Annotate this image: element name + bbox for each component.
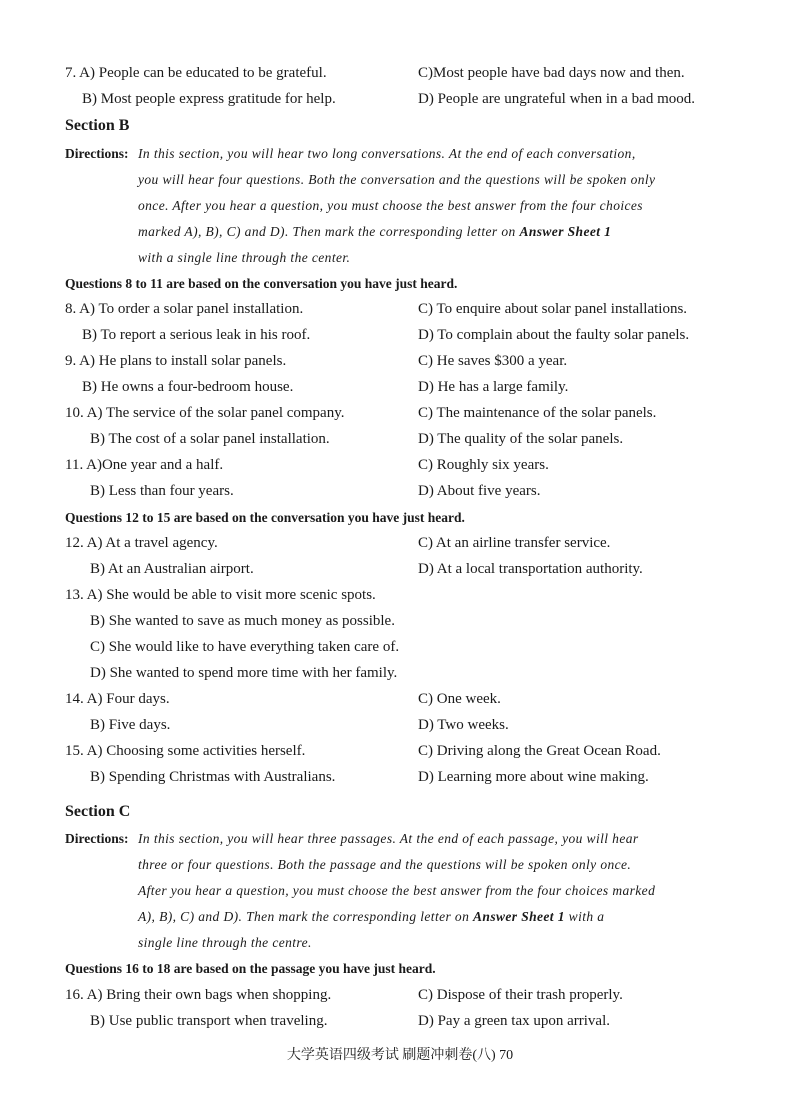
directions-text: marked A), B), C) and D). Then mark the corresponding letter on bbox=[138, 224, 516, 239]
q9-option-d: D) He has a large family. bbox=[418, 379, 569, 395]
q7-option-c: C)Most people have bad days now and then. bbox=[418, 65, 685, 81]
q16-option-c: C) Dispose of their trash properly. bbox=[418, 987, 623, 1003]
directions-text: with a bbox=[568, 909, 605, 924]
answer-sheet-ref: Answer Sheet 1 bbox=[473, 909, 565, 924]
section-b-title: Section B bbox=[65, 117, 130, 134]
section-b-directions-line bbox=[138, 222, 611, 242]
q7-option-a: 7. A) People can be educated to be grateful. bbox=[65, 65, 327, 81]
group-heading-12-15: Questions 12 to 15 are based on the conversation you have just heard. bbox=[65, 510, 465, 525]
section-c-directions-label: Directions: bbox=[65, 831, 129, 846]
q13-option-d: D) She wanted to spend more time with her family. bbox=[90, 665, 398, 681]
q8-option-b: B) To report a serious leak in his roof. bbox=[82, 327, 311, 343]
q12-option-b: B) At an Australian airport. bbox=[90, 561, 254, 577]
q15-option-b: B) Spending Christmas with Australians. bbox=[90, 769, 336, 785]
section-c-directions-line: three or four questions. Both the passage and the questions will be spoken only once. bbox=[138, 857, 632, 872]
q7-option-b: B) Most people express gratitude for help. bbox=[82, 91, 336, 107]
q14-option-d: D) Two weeks. bbox=[418, 717, 509, 733]
section-c-directions-line bbox=[138, 907, 604, 927]
section-c-directions-line: After you hear a question, you must choose the best answer from the four choices marked bbox=[138, 883, 656, 898]
section-b-directions-line: once. After you hear a question, you must choose the best answer from the four choices bbox=[138, 198, 643, 213]
page-footer: 大学英语四级考试 刷题冲刺卷(八) 70 bbox=[286, 1048, 514, 1063]
q8-option-a: 8. A) To order a solar panel installation. bbox=[65, 301, 304, 317]
q14-option-b: B) Five days. bbox=[90, 717, 171, 733]
q8-option-d: D) To complain about the faulty solar panels. bbox=[418, 327, 690, 343]
q16-option-d: D) Pay a green tax upon arrival. bbox=[418, 1013, 611, 1029]
q15-option-d: D) Learning more about wine making. bbox=[418, 769, 649, 785]
q16-option-a: 16. A) Bring their own bags when shopping. bbox=[65, 987, 332, 1003]
q11-option-c: C) Roughly six years. bbox=[418, 457, 549, 473]
q9-option-c: C) He saves $300 a year. bbox=[418, 353, 568, 369]
directions-text: A), B), C) and D). Then mark the corresponding letter on bbox=[138, 909, 470, 924]
q14-option-a: 14. A) Four days. bbox=[65, 691, 170, 707]
section-c-directions-line: In this section, you will hear three passages. At the end of each passage, you will hear bbox=[138, 831, 639, 846]
q9-option-b: B) He owns a four-bedroom house. bbox=[82, 379, 294, 395]
q14-option-c: C) One week. bbox=[418, 691, 501, 707]
group-heading-8-11: Questions 8 to 11 are based on the conversation you have just heard. bbox=[65, 276, 458, 291]
q7-option-d: D) People are ungrateful when in a bad mood. bbox=[418, 91, 695, 107]
q11-option-b: B) Less than four years. bbox=[90, 483, 234, 499]
q10-option-d: D) The quality of the solar panels. bbox=[418, 431, 624, 447]
q12-option-a: 12. A) At a travel agency. bbox=[65, 535, 218, 551]
q10-option-b: B) The cost of a solar panel installation. bbox=[90, 431, 330, 447]
q9-option-a: 9. A) He plans to install solar panels. bbox=[65, 353, 287, 369]
q15-option-c: C) Driving along the Great Ocean Road. bbox=[418, 743, 661, 759]
q11-option-a: 11. A)One year and a half. bbox=[65, 457, 224, 473]
q11-option-d: D) About five years. bbox=[418, 483, 541, 499]
q12-option-c: C) At an airline transfer service. bbox=[418, 535, 611, 551]
q16-option-b: B) Use public transport when traveling. bbox=[90, 1013, 328, 1029]
section-b-directions-label: Directions: bbox=[65, 146, 129, 161]
q12-option-d: D) At a local transportation authority. bbox=[418, 561, 643, 577]
group-heading-16-18: Questions 16 to 18 are based on the passage you have just heard. bbox=[65, 961, 436, 976]
section-b-directions-line: with a single line through the center. bbox=[138, 250, 351, 265]
q10-option-c: C) The maintenance of the solar panels. bbox=[418, 405, 657, 421]
section-c-title: Section C bbox=[65, 803, 131, 820]
section-b-directions-line: In this section, you will hear two long conversations. At the end of each conversation, bbox=[138, 146, 636, 161]
q13-option-a: 13. A) She would be able to visit more scenic spots. bbox=[65, 587, 376, 603]
q8-option-c: C) To enquire about solar panel installations. bbox=[418, 301, 688, 317]
q10-option-a: 10. A) The service of the solar panel company. bbox=[65, 405, 345, 421]
section-b-directions-line: you will hear four questions. Both the conversation and the questions will be spoken only bbox=[138, 172, 656, 187]
q13-option-b: B) She wanted to save as much money as possible. bbox=[90, 613, 395, 629]
q15-option-a: 15. A) Choosing some activities herself. bbox=[65, 743, 306, 759]
q13-option-c: C) She would like to have everything taken care of. bbox=[90, 639, 400, 655]
answer-sheet-ref: Answer Sheet 1 bbox=[519, 224, 612, 239]
section-c-directions-line: single line through the centre. bbox=[138, 935, 312, 950]
